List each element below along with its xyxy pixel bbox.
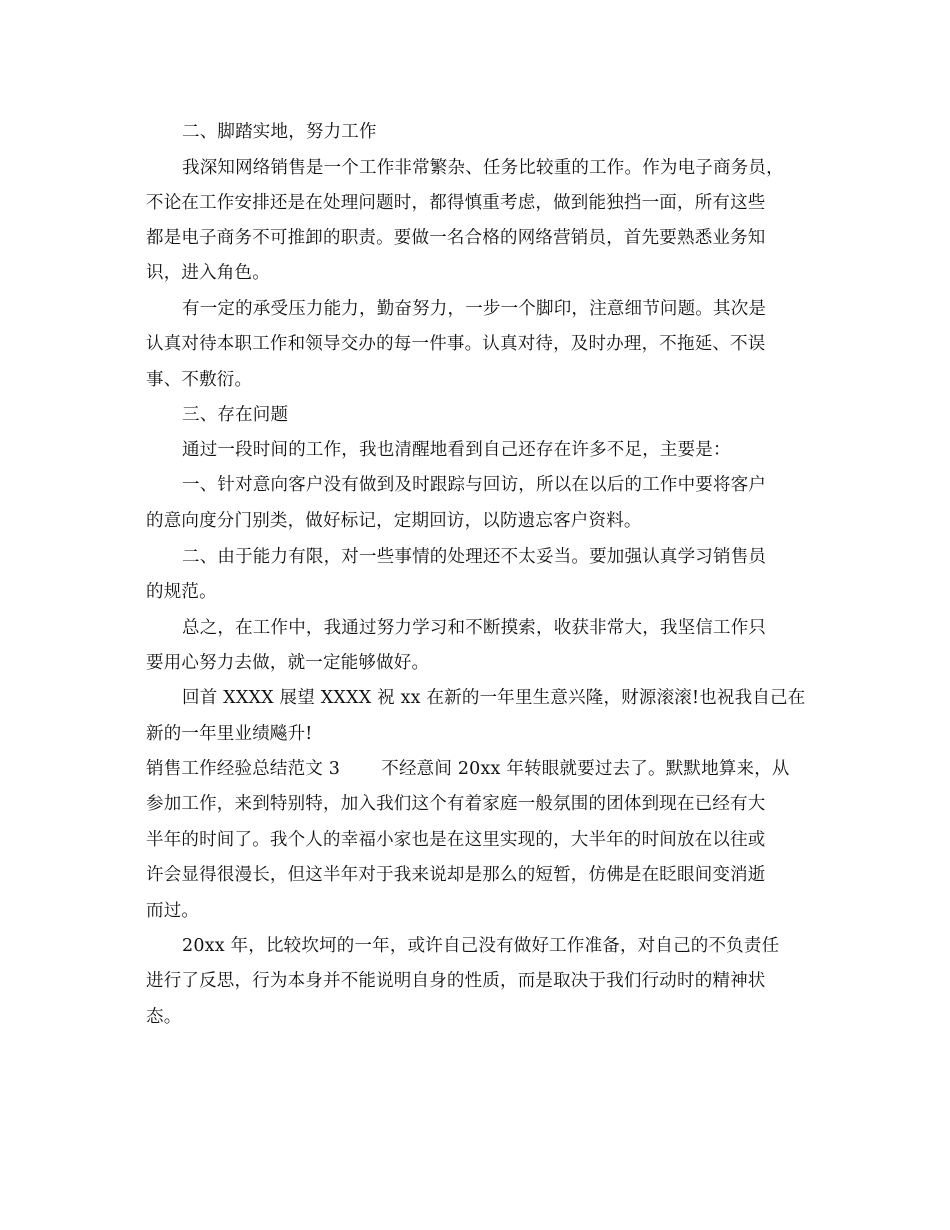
paragraph-line: 参加工作，来到特别特，加入我们这个有着家庭一般氛围的团体到现在已经有大 xyxy=(146,794,766,814)
paragraph-line: 回首 XXXX 展望 XXXX 祝 xx 在新的一年里生意兴隆，财源滚滚!也祝我自己在 xyxy=(182,688,806,708)
paragraph-line: 而过。 xyxy=(146,901,200,921)
paragraph-line: 事、不敷衍。 xyxy=(146,370,253,390)
paragraph-line: 通过一段时间的工作，我也清醒地看到自己还存在许多不足，主要是： xyxy=(182,440,731,460)
paragraph-line: 不论在工作安排还是在处理问题时，都得慎重考虑，做到能独挡一面，所有这些 xyxy=(146,193,766,213)
paragraph-line: 进行了反思，行为本身并不能说明自身的性质，而是取决于我们行动时的精神状 xyxy=(146,971,766,991)
paragraph-line: 有一定的承受压力能力，勤奋努力，一步一个脚印，注意细节问题。其次是 xyxy=(182,299,767,319)
paragraph-line: 总之，在工作中，我通过努力学习和不断摸索，收获非常大，我坚信工作只 xyxy=(182,618,767,638)
section-heading-3: 三、存在问题 xyxy=(182,405,289,425)
paragraph-line: 都是电子商务不可推卸的职责。要做一名合格的网络营销员，首先要熟悉业务知 xyxy=(146,228,766,248)
paragraph-line: 一、针对意向客户没有做到及时跟踪与回访，所以在以后的工作中要将客户 xyxy=(182,475,767,495)
paragraph-line: 二、由于能力有限，对一些事情的处理还不太妥当。要加强认真学习销售员 xyxy=(182,547,767,567)
paragraph-line: 20xx 年，比较坎坷的一年，或许自己没有做好工作准备，对自己的不负责任 xyxy=(182,936,780,956)
section-heading-2: 二、脚踏实地，努力工作 xyxy=(182,122,377,142)
paragraph-line: 新的一年里业绩飚升! xyxy=(146,724,313,744)
paragraph-line: 许会显得很漫长，但这半年对于我来说却是那么的短暂，仿佛是在眨眼间变消逝 xyxy=(146,865,766,885)
paragraph-line: 态。 xyxy=(146,1007,182,1027)
paragraph-line: 的规范。 xyxy=(146,582,217,602)
article-title-line: 销售工作经验总结范文 3 不经意间 20xx 年转眼就要过去了。默默地算来，从 xyxy=(146,759,790,779)
paragraph-line: 半年的时间了。我个人的幸福小家也是在这里实现的，大半年的时间放在以往或 xyxy=(146,830,766,850)
paragraph-line: 的意向度分门别类，做好标记，定期回访，以防遗忘客户资料。 xyxy=(146,511,642,531)
paragraph-line: 识，进入角色。 xyxy=(146,263,270,283)
paragraph-line: 认真对待本职工作和领导交办的每一件事。认真对待，及时办理，不拖延、不误 xyxy=(146,334,766,354)
paragraph-line: 要用心努力去做，就一定能够做好。 xyxy=(146,653,430,673)
paragraph-line: 我深知网络销售是一个工作非常繁杂、任务比较重的工作。作为电子商务员， xyxy=(182,158,784,178)
